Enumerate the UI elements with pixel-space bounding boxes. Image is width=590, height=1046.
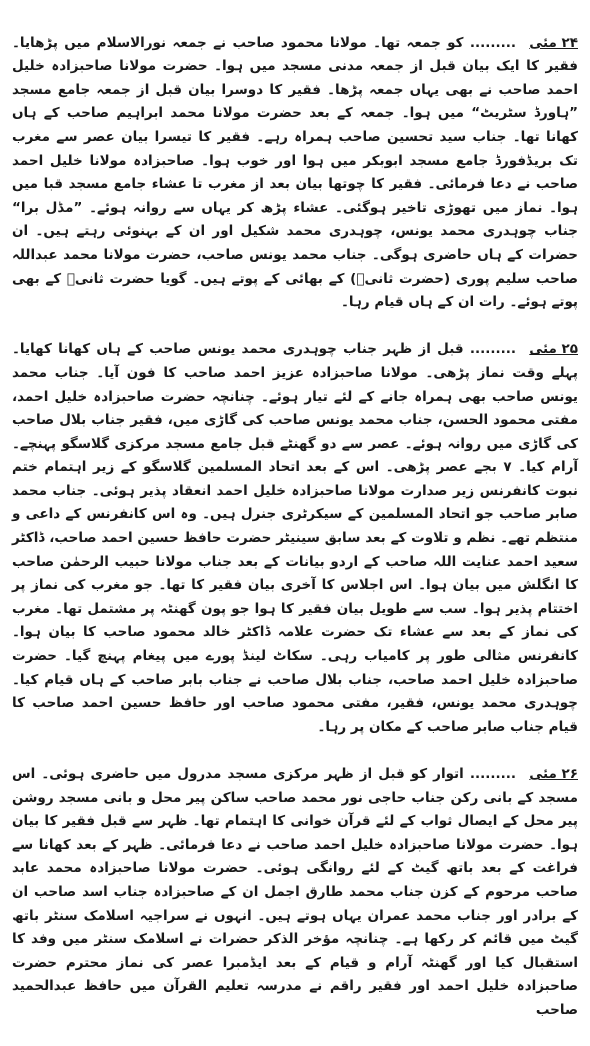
diary-entry-25-may: [12, 338, 578, 739]
entry-date: ۲۴ مئی: [529, 34, 578, 51]
diary-entry-24-may: [12, 32, 578, 315]
entry-date: ۲۵ مئی: [529, 341, 578, 358]
entry-date: ۲۶ مئی: [529, 766, 578, 782]
entry-body: ......... کو جمعہ تھا۔ مولانا محمود صاحب نے جمعہ نورالاسلام میں پڑھایا۔ فقیر کا ایک بیان قبل از جمعہ مدنی مسجد میں ہوا۔ حضرت مولانا صاحبزادہ خلیل احمد صاحب نے بھی یہاں جمعہ پڑھا۔ فقیر کا دوسرا بیان قبل از جمعہ جامع مسجد ”ہاورڈ سٹریٹ“ میں ہوا۔ جمعہ کے بعد حضرت مولانا محمد ابراہیم صاحب کے ہاں کھانا تھا۔ جناب سید تحسین صاحب ہمراہ رہے۔ فقیر کا تیسرا بیان عصر سے مغرب تک بریڈفورڈ جامع مسجد ابوبکر میں ہوا اور خوب ہوا۔ صاحبزادہ مولانا خلیل احمد صاحب نے دعا فرمائی۔ فقیر کا چوتھا بیان بعد از مغرب تا عشاء جامع مسجد قبا میں ہوا۔ نماز میں تھوڑی تاخیر ہوگئی۔ عشاء پڑھ کر یہاں سے روانہ ہوئے۔ ”مڈل برا“ جناب چوہدری محمد یونس، چوہدری محمد شکیل اور ان کے بہنوئی رہتے ہیں۔ ان حضرات کے ہاں حاضری ہوگی۔ جناب محمد یونس صاحب، حضرت مولانا محمد عبداللہ صاحب سلیم پوری (حضرت ثانیؒ) کے بھائی کے پوتے ہیں۔ گویا حضرت ثانیؒ کے بھی پوتے ہوئے۔ رات ان کے ہاں قیام رہا۔: [12, 34, 578, 311]
diary-entry-26-may: [12, 763, 578, 1023]
entry-body: ......... قبل از ظہر جناب چوہدری محمد یونس صاحب کے ہاں کھانا کھایا۔ پہلے وقت نماز پڑھی۔ مولانا صاحبزادہ عزیز احمد صاحب کا فون آیا۔ جناب محمد یونس صاحب بھی ہمراہ جانے کے لئے تیار ہوئے۔ چنانچہ حضرت صاحبزادہ خلیل احمد، مفتی محمود الحسن، جناب محمد یونس صاحب کی گاڑی میں، فقیر جناب بلال صاحب کی گاڑی میں روانہ ہوئے۔ عصر سے دو گھنٹے قبل جامع مسجد مرکزی گلاسگو پہنچے۔ آرام کیا۔ ۷ بجے عصر پڑھی۔ اس کے بعد اتحاد المسلمین گلاسگو کے زیر اہتمام ختم نبوت کانفرنس زیر صدارت مولانا صاحبزادہ خلیل احمد انعقاد پذیر ہوئی۔ جناب محمد صابر صاحب جو اتحاد المسلمین کے سیکرٹری جنرل ہیں۔ وہ اس کانفرنس کے داعی و منتظم تھے۔ نظم و تلاوت کے بعد سابق سینیٹر حضرت حافظ حسین احمد صاحب، ڈاکٹر سعید احمد عنایت اللہ صاحب کے اردو بیانات کے بعد جناب مولانا حبیب الرحمٰن صاحب کا انگلش میں بیان ہوا۔ اس اجلاس کا آخری بیان فقیر کا تھا۔ جو مغرب کی نماز پر اختتام پذیر ہوا۔ سب سے طویل بیان فقیر کا ہوا جو پون گھنٹہ پر مشتمل تھا۔ مغرب کی نماز کے بعد سے عشاء تک حضرت علامہ ڈاکٹر خالد محمود صاحب کا بیان ہوا۔ کانفرنس مثالی طور پر کامیاب رہی۔ سکاٹ لینڈ پورے میں پیغام پہنچ گیا۔ حضرت صاحبزادہ خلیل احمد صاحب، جناب بلال صاحب نے جناب بابر صاحب کے ہاں قیام کیا۔ چوہدری محمد یونس، فقیر، مفتی محمود صاحب اور حافظ حسین احمد صاحب کا قیام جناب صابر صاحب کے مکان پر رہا۔: [12, 341, 579, 735]
entry-body: ......... اتوار کو قبل از ظہر مرکزی مسجد مدرول میں حاضری ہوئی۔ اس مسجد کے بانی رکن جناب حاجی نور محمد صاحب ساکن پیر محل و بانی مسجد روشن پیر محل کے ایصال ثواب کے لئے قرآن خوانی کا اہتمام تھا۔ ظہر سے قبل فقیر کا بیان ہوا۔ حضرت مولانا صاحبزادہ خلیل احمد صاحب نے دعا فرمائی۔ ظہر کے بعد کھانا سے فراغت کے بعد باتھ گیٹ کے لئے روانگی ہوئی۔ حضرت مولانا صاحبزادہ محمد عابد صاحب مرحوم کے کزن جناب محمد طارق اجمل ان کے صاحبزادہ جناب اسد صاحب ان کے برادر اور جناب محمد عمران یہاں ہوتے ہیں۔ انہوں نے سراجیہ اسلامک سنٹر باتھ گیٹ میں قائم کر رکھا ہے۔ چنانچہ مؤخر الذکر حضرات نے اسلامک سنٹر میں وفد کا استقبال کیا اور گھنٹہ آرام و قیام کے بعد ایڈمبرا عصر کی نماز محترم حضرت صاحبزادہ خلیل احمد اور فقیر راقم نے مدرسہ تعلیم القرآن میں حافظ عبدالحمید صاحب: [12, 766, 578, 1018]
diary-text: [12, 8, 578, 1046]
